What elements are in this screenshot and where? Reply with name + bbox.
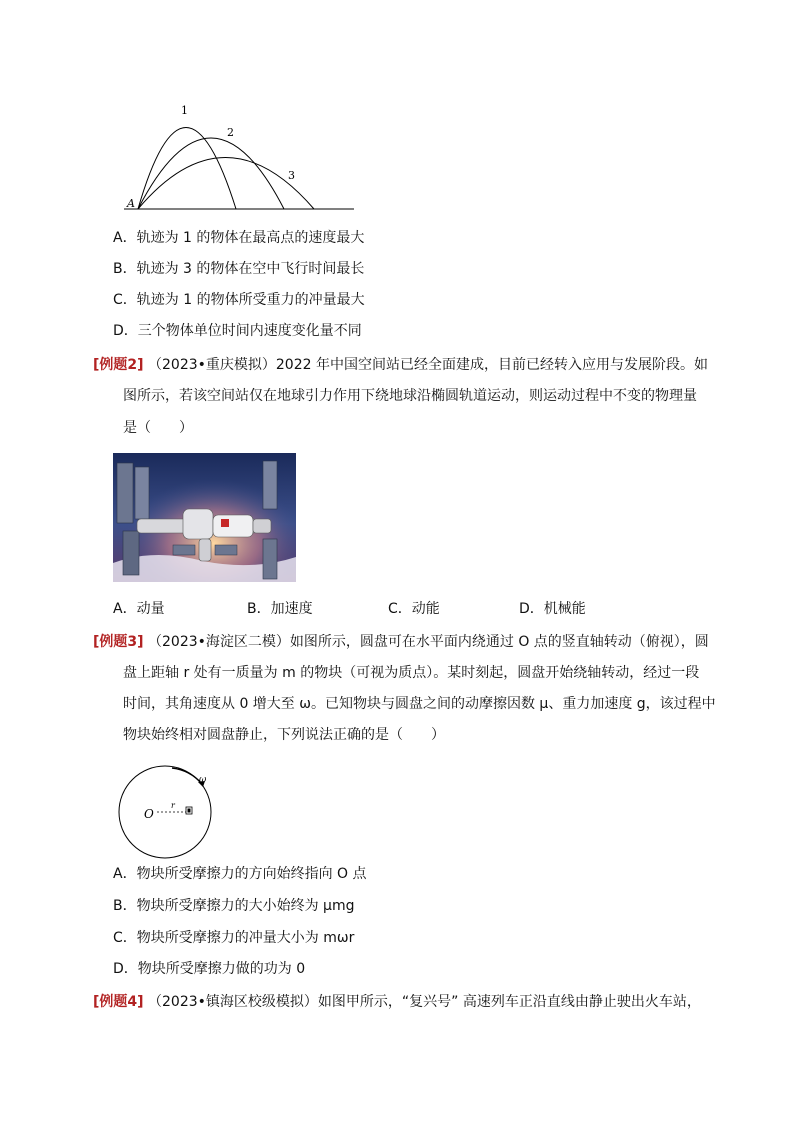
q2-option-c: C．动能: [388, 601, 440, 617]
curve-label-3: 3: [288, 169, 295, 182]
q2-stem-line1: [93, 355, 708, 375]
q2-source: （2023•重庆模拟）: [148, 357, 276, 373]
space-station-image: [113, 453, 296, 582]
q4-source: （2023•镇海区校级模拟）: [148, 994, 318, 1010]
q1-option-c: C．轨迹为 1 的物体所受重力的冲量最大: [113, 292, 365, 308]
omega-arrow: [172, 768, 202, 784]
omega-label: ω: [199, 775, 207, 785]
q2-stem-line2: 图所示，若该空间站仅在地球引力作用下绕地球沿椭圆轨道运动，则运动过程中不变的物理量: [123, 388, 697, 404]
q2-option-d: D．机械能: [519, 601, 586, 617]
q3-stem-line1: [93, 632, 709, 652]
q3-stem-line4: 物块始终相对圆盘静止，下列说法正确的是（ ）: [123, 727, 445, 743]
curve-label-2: 2: [227, 126, 234, 139]
q3-option-b: B．物块所受摩擦力的大小始终为 μmg: [113, 898, 355, 914]
q2-options: [113, 598, 673, 620]
curve-label-1: 1: [181, 104, 188, 117]
q3-stem-line3: 时间，其角速度从 0 增大至 ω。已知物块与圆盘之间的动摩擦因数 μ、重力加速度 g，该过程中: [123, 696, 716, 712]
q3-option-a: A．物块所受摩擦力的方向始终指向 O 点: [113, 866, 367, 882]
q3-text-1: 如图所示，圆盘可在水平面内绕通过 O 点的竖直轴转动（俯视），圆: [289, 634, 709, 650]
q2-tag: [例题2]: [93, 357, 144, 373]
q4-text-1: 如图甲所示，“复兴号” 高速列车正沿直线由静止驶出火车站，: [317, 994, 701, 1010]
radius-label: r: [171, 801, 175, 810]
q3-tag: [例题3]: [93, 634, 144, 650]
q1-option-d: D．三个物体单位时间内速度变化量不同: [113, 323, 362, 339]
point-label-a: A: [127, 197, 135, 210]
q2-option-a: A．动量: [113, 601, 165, 617]
projectile-trajectories-figure: [118, 98, 363, 216]
rotating-disk-figure: [110, 760, 220, 860]
q3-source: （2023•海淀区二模）: [148, 634, 290, 650]
center-label: O: [144, 807, 154, 821]
q3-option-c: C．物块所受摩擦力的冲量大小为 mωr: [113, 930, 355, 946]
q2-stem-line3: 是（ ）: [123, 420, 193, 436]
trajectory-3: [138, 158, 314, 210]
q3-stem-line2: 盘上距轴 r 处有一质量为 m 的物块（可视为质点）。某时刻起，圆盘开始绕轴转动，经过一段: [123, 665, 700, 681]
q3-option-d: D．物块所受摩擦力做的功为 0: [113, 961, 306, 977]
q1-option-a: A．轨迹为 1 的物体在最高点的速度最大: [113, 230, 365, 246]
q2-text-1: 2022 年中国空间站已经全面建成，目前已经转入应用与发展阶段。如: [275, 357, 708, 373]
q2-option-b: B．加速度: [247, 601, 313, 617]
q4-stem-line1: [93, 992, 701, 1012]
q1-option-b: B．轨迹为 3 的物体在空中飞行时间最长: [113, 261, 365, 277]
q4-tag: [例题4]: [93, 994, 144, 1010]
